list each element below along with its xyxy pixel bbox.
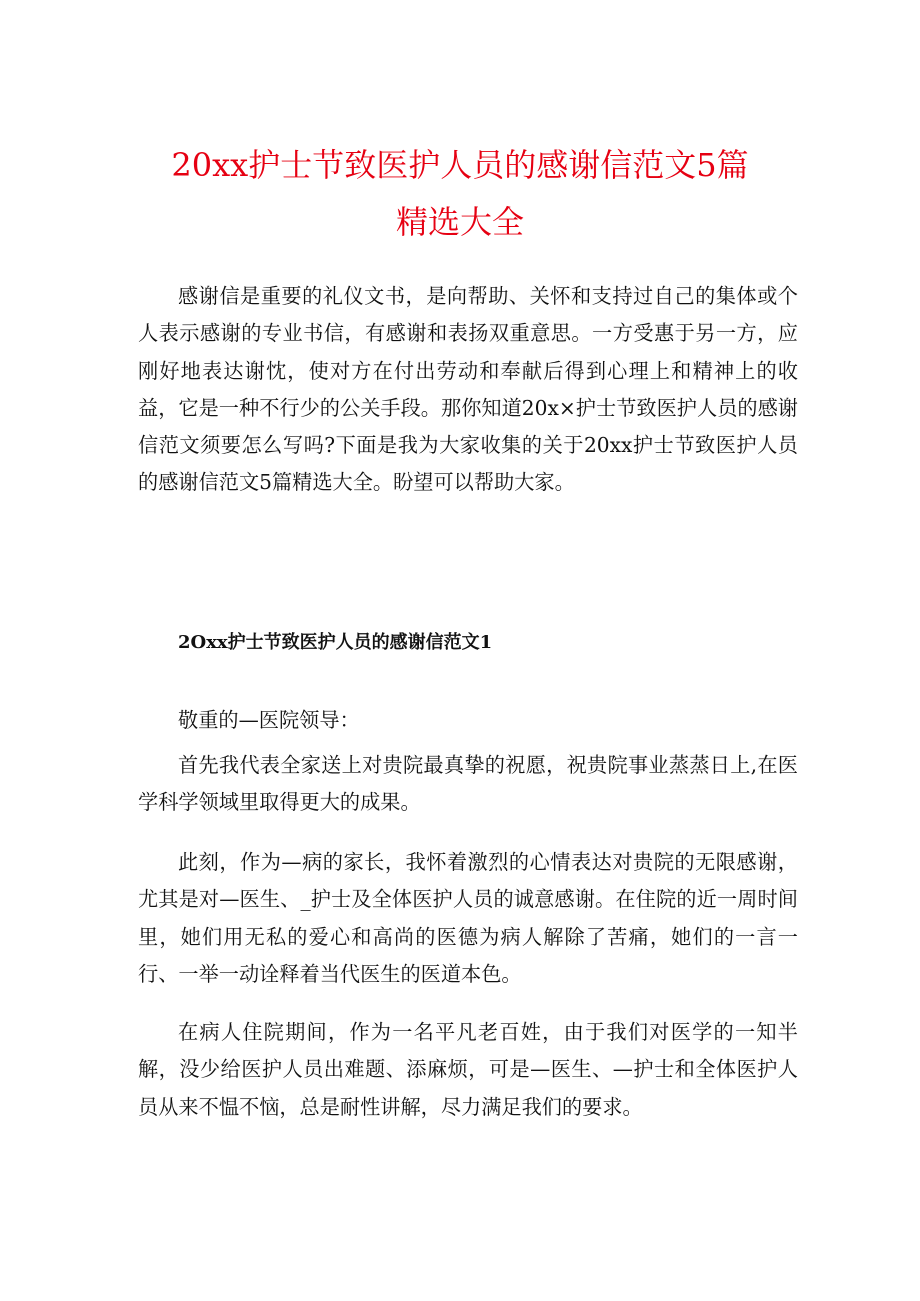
intro-paragraph: 感谢信是重要的礼仪文书，是向帮助、关怀和支持过自己的集体或个人表示感谢的专业书信，有感谢和表扬双重意思。一方受惠于另一方，应刚好地表达谢忱，使对方在付出劳动和奉献后得到心理上和精神上的收益，它是一种不行少的公关手段。那你知道20x×护士节致医护人员的感谢信范文须要怎么写吗?下面是我为大家收集的关于20xx护士节致医护人员的感谢信范文5篇精选大全。盼望可以帮助大家。 (138, 284, 798, 495)
letter-paragraph-3: 在病人住院期间，作为一名平凡老百姓，由于我们对医学的一知半解，没少给医护人员出难题、添麻烦，可是—医生、—护士和全体医护人员从来不愠不恼，总是耐性讲解，尽力满足我们的要求。 (138, 1020, 798, 1119)
letter-paragraph-2: 此刻，作为—病的家长，我怀着激烈的心情表达对贵院的无限感谢，尤其是对—医生、_护士及全体医护人员的诚意感谢。在住院的近一周时间里，她们用无私的爱心和高尚的医德为病人解除了苦痛，她们的一言一行、一举一动诠释着当代医生的医道本色。 (138, 850, 798, 986)
section-heading: 2Oxx护士节致医护人员的感谢信范文1 (178, 632, 493, 653)
letter-greeting: 敬重的—医院领导： (178, 708, 360, 732)
document-title-line-1: 20xx护士节致医护人员的感谢信范文5篇 (171, 146, 749, 184)
letter-paragraph-1: 首先我代表全家送上对贵院最真挚的祝愿，祝贵院事业蒸蒸日上,在医学科学领域里取得更大的成果。 (138, 753, 798, 815)
document-title-line-2: 精选大全 (395, 203, 524, 241)
